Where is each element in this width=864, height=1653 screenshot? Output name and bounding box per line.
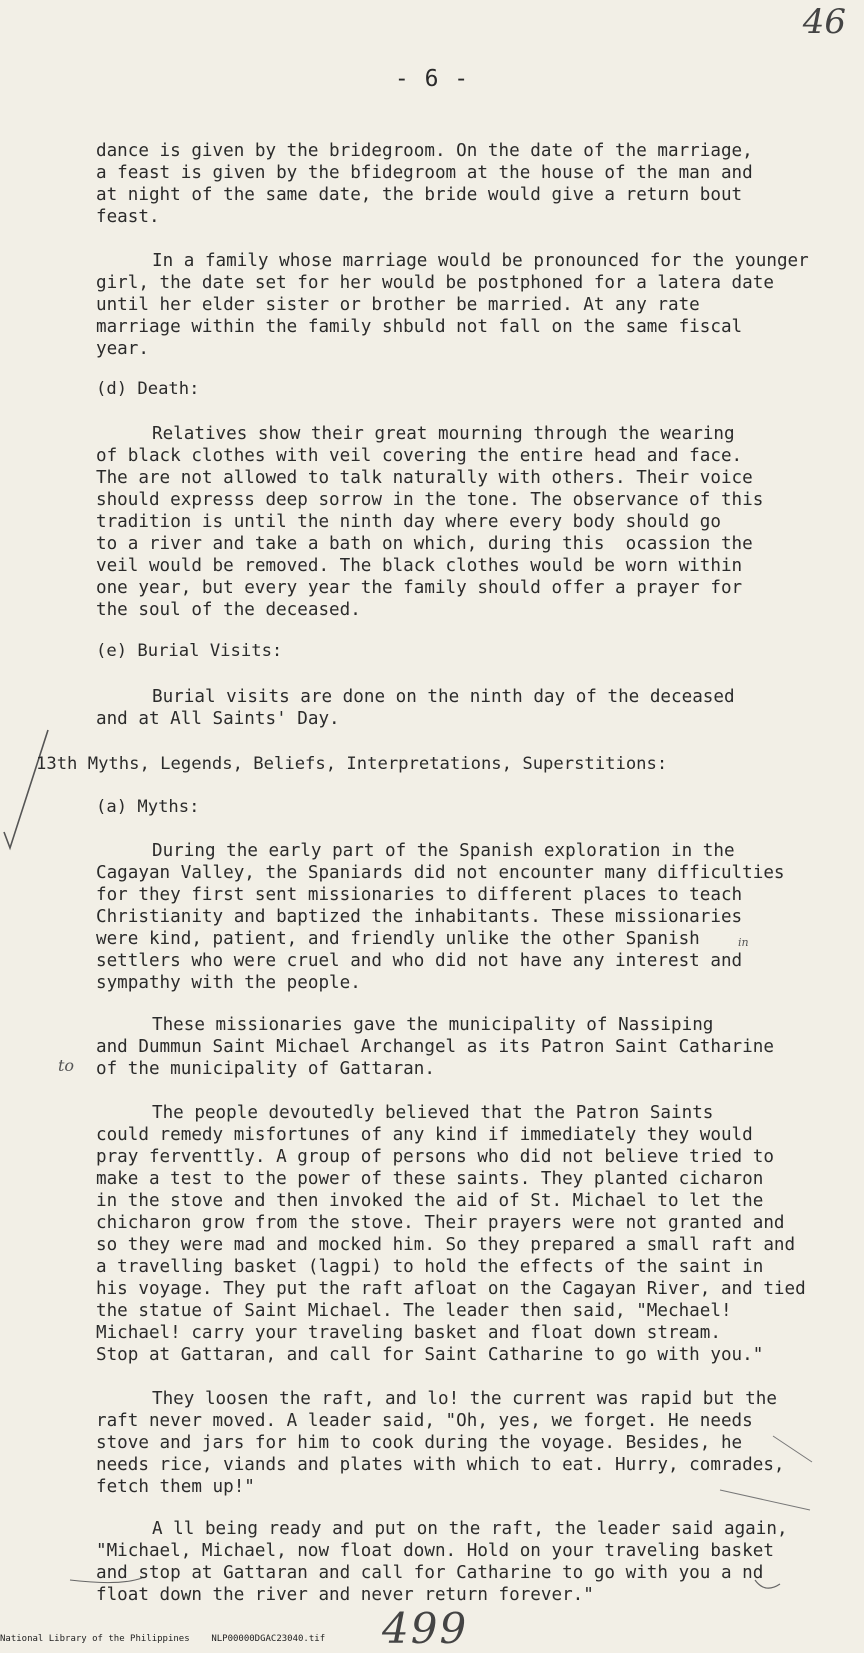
text-line: marriage within the family shbuld not fall on the same fiscal xyxy=(96,317,743,337)
text-line: float down the river and never return forever." xyxy=(96,1585,594,1605)
section-heading: (e) Burial Visits: xyxy=(96,641,283,661)
text-line: pray ferventtly. A group of persons who did not believe tried to xyxy=(96,1147,774,1167)
text-line: The people devoutedly believed that the Patron Saints xyxy=(152,1103,714,1123)
text-line: at night of the same date, the bride would give a return bout xyxy=(96,185,743,205)
text-line: girl, the date set for her would be postphoned for a latera date xyxy=(96,273,774,293)
corner-page-mark: 46 xyxy=(802,2,846,42)
text-line: In a family whose marriage would be pronounced for the younger xyxy=(152,251,809,271)
text-line: stove and jars for him to cook during the voyage. Besides, he xyxy=(96,1433,743,1453)
text-line: Christianity and baptized the inhabitants. These missionaries xyxy=(96,907,743,927)
text-line: of black clothes with veil covering the entire head and face. xyxy=(96,446,743,466)
text-line: sympathy with the people. xyxy=(96,973,361,993)
section-heading: (a) Myths: xyxy=(96,797,200,817)
text-line: "Michael, Michael, now float down. Hold on your traveling basket xyxy=(96,1541,774,1561)
text-line: and at All Saints' Day. xyxy=(96,709,340,729)
text-line: The are not allowed to talk naturally with others. Their voice xyxy=(96,468,753,488)
text-line: Michael! carry your traveling basket and float down stream. xyxy=(96,1323,721,1343)
text-line: until her elder sister or brother be married. At any rate xyxy=(96,295,700,315)
text-line: Cagayan Valley, the Spaniards did not encounter many difficulties xyxy=(96,863,785,883)
text-line: Relatives show their great mourning through the wearing xyxy=(152,424,735,444)
text-line: to a river and take a bath on which, during this ocassion the xyxy=(96,534,753,554)
text-line: fetch them up!" xyxy=(96,1477,255,1497)
section-heading: 13th Myths, Legends, Beliefs, Interpretations, Superstitions: xyxy=(36,754,668,774)
pencil-line-icon xyxy=(720,1490,810,1510)
text-line: settlers who were cruel and who did not have any interest and xyxy=(96,951,743,971)
text-line: were kind, patient, and friendly unlike the other Spanish xyxy=(96,929,700,949)
text-line: During the early part of the Spanish exploration in the xyxy=(152,841,735,861)
text-line: These missionaries gave the municipality of Nassiping xyxy=(152,1015,714,1035)
text-line: feast. xyxy=(96,207,160,227)
text-line: his voyage. They put the raft afloat on the Cagayan River, and tied xyxy=(96,1279,806,1299)
text-line: They loosen the raft, and lo! the current was rapid but the xyxy=(152,1389,777,1409)
text-line: for they first sent missionaries to different places to teach xyxy=(96,885,743,905)
margin-note: in xyxy=(738,936,749,949)
check-mark-icon xyxy=(4,730,48,848)
section-heading: (d) Death: xyxy=(96,379,200,399)
text-line: A ll being ready and put on the raft, the leader said again, xyxy=(152,1519,788,1539)
text-line: could remedy misfortunes of any kind if immediately they would xyxy=(96,1125,753,1145)
text-line: year. xyxy=(96,339,149,359)
page-number: - 6 - xyxy=(394,66,470,92)
text-line: and stop at Gattaran and call for Catharine to go with you a nd xyxy=(96,1563,764,1583)
text-line: Stop at Gattaran, and call for Saint Catharine to go with you." xyxy=(96,1345,764,1365)
text-line: tradition is until the ninth day where every body should go xyxy=(96,512,721,532)
text-line: veil would be removed. The black clothes would be worn within xyxy=(96,556,743,576)
text-line: in the stove and then invoked the aid of St. Michael to let the xyxy=(96,1191,764,1211)
text-line: a travelling basket (lagpi) to hold the effects of the saint in xyxy=(96,1257,764,1277)
margin-note: to xyxy=(58,1056,75,1075)
text-line: needs rice, viands and plates with which to eat. Hurry, comrades, xyxy=(96,1455,785,1475)
text-line: Burial visits are done on the ninth day of the deceased xyxy=(152,687,735,707)
text-line: the soul of the deceased. xyxy=(96,600,361,620)
footer-caption: National Library of the Philippines NLP00000DGAC23040.tif xyxy=(0,1634,326,1644)
handwritten-number: 499 xyxy=(382,1604,469,1653)
text-line: so they were mad and mocked him. So they prepared a small raft and xyxy=(96,1235,796,1255)
text-line: the statue of Saint Michael. The leader then said, "Mechael! xyxy=(96,1301,732,1321)
text-line: raft never moved. A leader said, "Oh, yes, we forget. He needs xyxy=(96,1411,753,1431)
text-line: of the municipality of Gattaran. xyxy=(96,1059,435,1079)
text-line: and Dummun Saint Michael Archangel as its Patron Saint Catharine xyxy=(96,1037,774,1057)
text-line: dance is given by the bridegroom. On the date of the marriage, xyxy=(96,141,753,161)
text-line: should expresss deep sorrow in the tone. The observance of this xyxy=(96,490,764,510)
text-line: make a test to the power of these saints. They planted cicharon xyxy=(96,1169,764,1189)
text-line: one year, but every year the family should offer a prayer for xyxy=(96,578,743,598)
text-line: chicharon grow from the stove. Their prayers were not granted and xyxy=(96,1213,785,1233)
text-line: a feast is given by the bfidegroom at the house of the man and xyxy=(96,163,753,183)
